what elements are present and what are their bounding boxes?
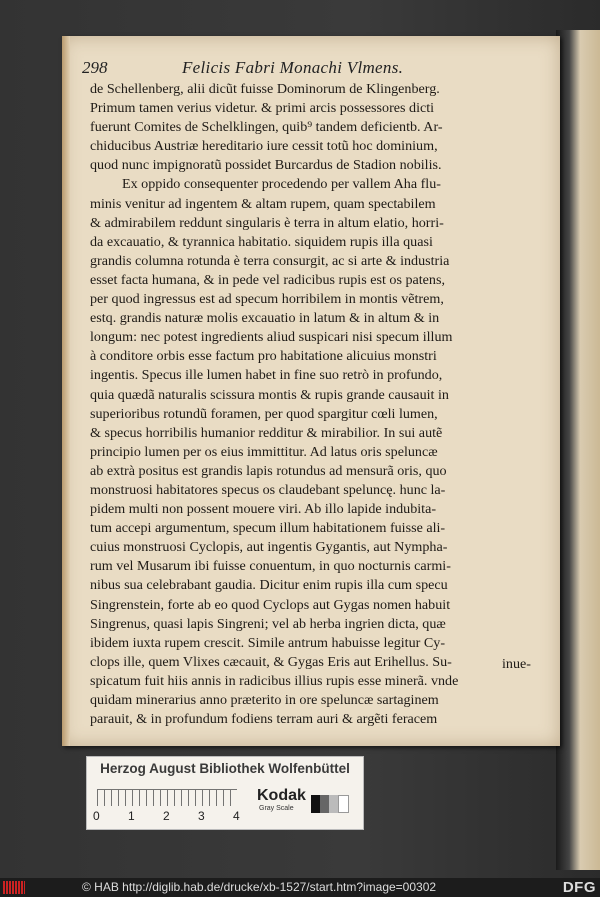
ruler-label: 4 (233, 809, 240, 823)
text-line: & specus horribilis humanior redditur & mirabilior. In sui autẽ (90, 424, 443, 441)
text-line: per quod ingressus est ad specum horribilem in montis vẽtrem, (90, 291, 444, 308)
ruler-label: 3 (198, 809, 205, 823)
text-line: cuius monstruosi Cyclopis, aut ingentis Gygantis, aut Nympha- (90, 539, 448, 556)
text-line: ibidem iuxta rupem crescit. Simile antrum habuisse legitur Cy- (90, 634, 446, 651)
ruler-label: 2 (163, 809, 170, 823)
text-line: fuerunt Comites de Schelklingen, quib⁹ tandem deficientb. Ar- (90, 119, 443, 136)
page-number: 298 (82, 58, 108, 77)
text-line: superioribus rotundũ foramen, per quod spargitur cœli lumen, (90, 405, 438, 422)
dfg-logo: DFG (562, 879, 596, 896)
text-line: da excauatio, & tyrannica habitatio. siquidem rupis illa quasi (90, 233, 433, 250)
color-calibration-bar (86, 756, 364, 830)
gray-scale-label: Gray Scale (259, 805, 294, 812)
text-line: & admirabilem reddunt singularis è terra in altum elatio, horri- (90, 214, 444, 231)
text-line: monstruosi habitatores specus os claudebant speluncę. hunc la- (90, 481, 446, 498)
text-line: estq. grandis naturæ molis excauatio in latum & in altum & in (90, 310, 440, 327)
text-line: parauit, & in profundum fodiens terram auri & argẽti feracem (90, 711, 438, 728)
footer-copyright-link[interactable]: © HAB http://diglib.hab.de/drucke/xb-1527/start.htm?image=00302 (82, 880, 437, 894)
text-line: grandis columna rotunda è terra consurgit, ac si arte & industria (90, 252, 450, 269)
page-header (82, 58, 552, 80)
text-line: Primum tamen verius videtur. & primi arcis possessores dicti (90, 100, 435, 117)
text-line: Ex oppido consequenter procedendo per vallem Aha flu- (122, 176, 441, 193)
text-line: pidem multi non possent mouere viri. Ab illo lapide indubita- (90, 501, 437, 518)
text-line: de Schellenberg, alii dicũt fuisse Dominorum de Klingenberg. (90, 81, 440, 97)
footer-bar (0, 878, 600, 897)
catchword: inue- (502, 656, 531, 672)
text-line: ingentis. Specus ille lumen habet in fine suo retrò in profundo, (90, 367, 443, 384)
text-line: spicatum fuit hiis annis in radicibus illius rupis esse minerã. vnde (90, 672, 459, 689)
ruler-scale (97, 789, 237, 806)
gray-patches (311, 795, 349, 813)
page-gutter (62, 36, 70, 746)
text-line: rum vel Musarum ibi fuisse conuentum, in quo nocturnis carmi- (90, 558, 451, 575)
text-line: tum accepi argumentum, specum illum habitationem fuisse ali- (90, 520, 446, 537)
library-name: Herzog August Bibliothek Wolfenbüttel (100, 761, 350, 776)
text-line: Singrenus, quasi lapis Singreni; vel ab herba ingrien dicta, quæ (90, 615, 446, 632)
text-line: ab extrà positus est grandis lapis rotundus ad mensurã oris, quo (90, 462, 447, 479)
text-line: quidam minerarius anno præterito in ore speluncæ sartaginem (90, 692, 439, 708)
text-line: principio lumen per os eius immittitur. Ad latus oris speluncæ (90, 443, 438, 460)
kodak-logo: Kodak (257, 787, 306, 804)
text-line: longum: nec potest ingredients aliud suspicari nisi specum illum (90, 329, 453, 346)
facing-page-edge (556, 30, 600, 870)
text-line: chiducibus Austriæ hereditario iure cessit totũ hoc dominium, (90, 138, 438, 155)
hab-logo-icon (3, 881, 25, 894)
ruler-label: 0 (93, 809, 100, 823)
text-line: à conditore orbis esse factum pro habitatione alicuius monstri (90, 348, 437, 365)
text-line: Singrenstein, forte ab eo quod Cyclops aut Gygas nomen habuit (90, 596, 451, 613)
text-line: esset facta humana, & in pede vel radicibus rupis est os patens, (90, 271, 445, 288)
running-head: Felicis Fabri Monachi Vlmens. (182, 58, 404, 77)
text-line: quod nunc impignoratũ possidet Burcardus de Stadion nobilis. (90, 157, 442, 174)
text-line: nibus sua celebrabant gaudia. Dicitur enim rupis illa cum specu (90, 577, 448, 594)
text-line: minis venitur ad ingentem & altam rupem, quam spectabilem (90, 195, 436, 212)
text-line: clops ille, quem Vlixes cæcauit, & Gygas Eris aut Erihellus. Su- (90, 653, 452, 670)
text-line: quia quædã naturalis scissura montis & rupis grande causauit in (90, 386, 449, 403)
ruler-label: 1 (128, 809, 135, 823)
body-text (90, 80, 542, 729)
